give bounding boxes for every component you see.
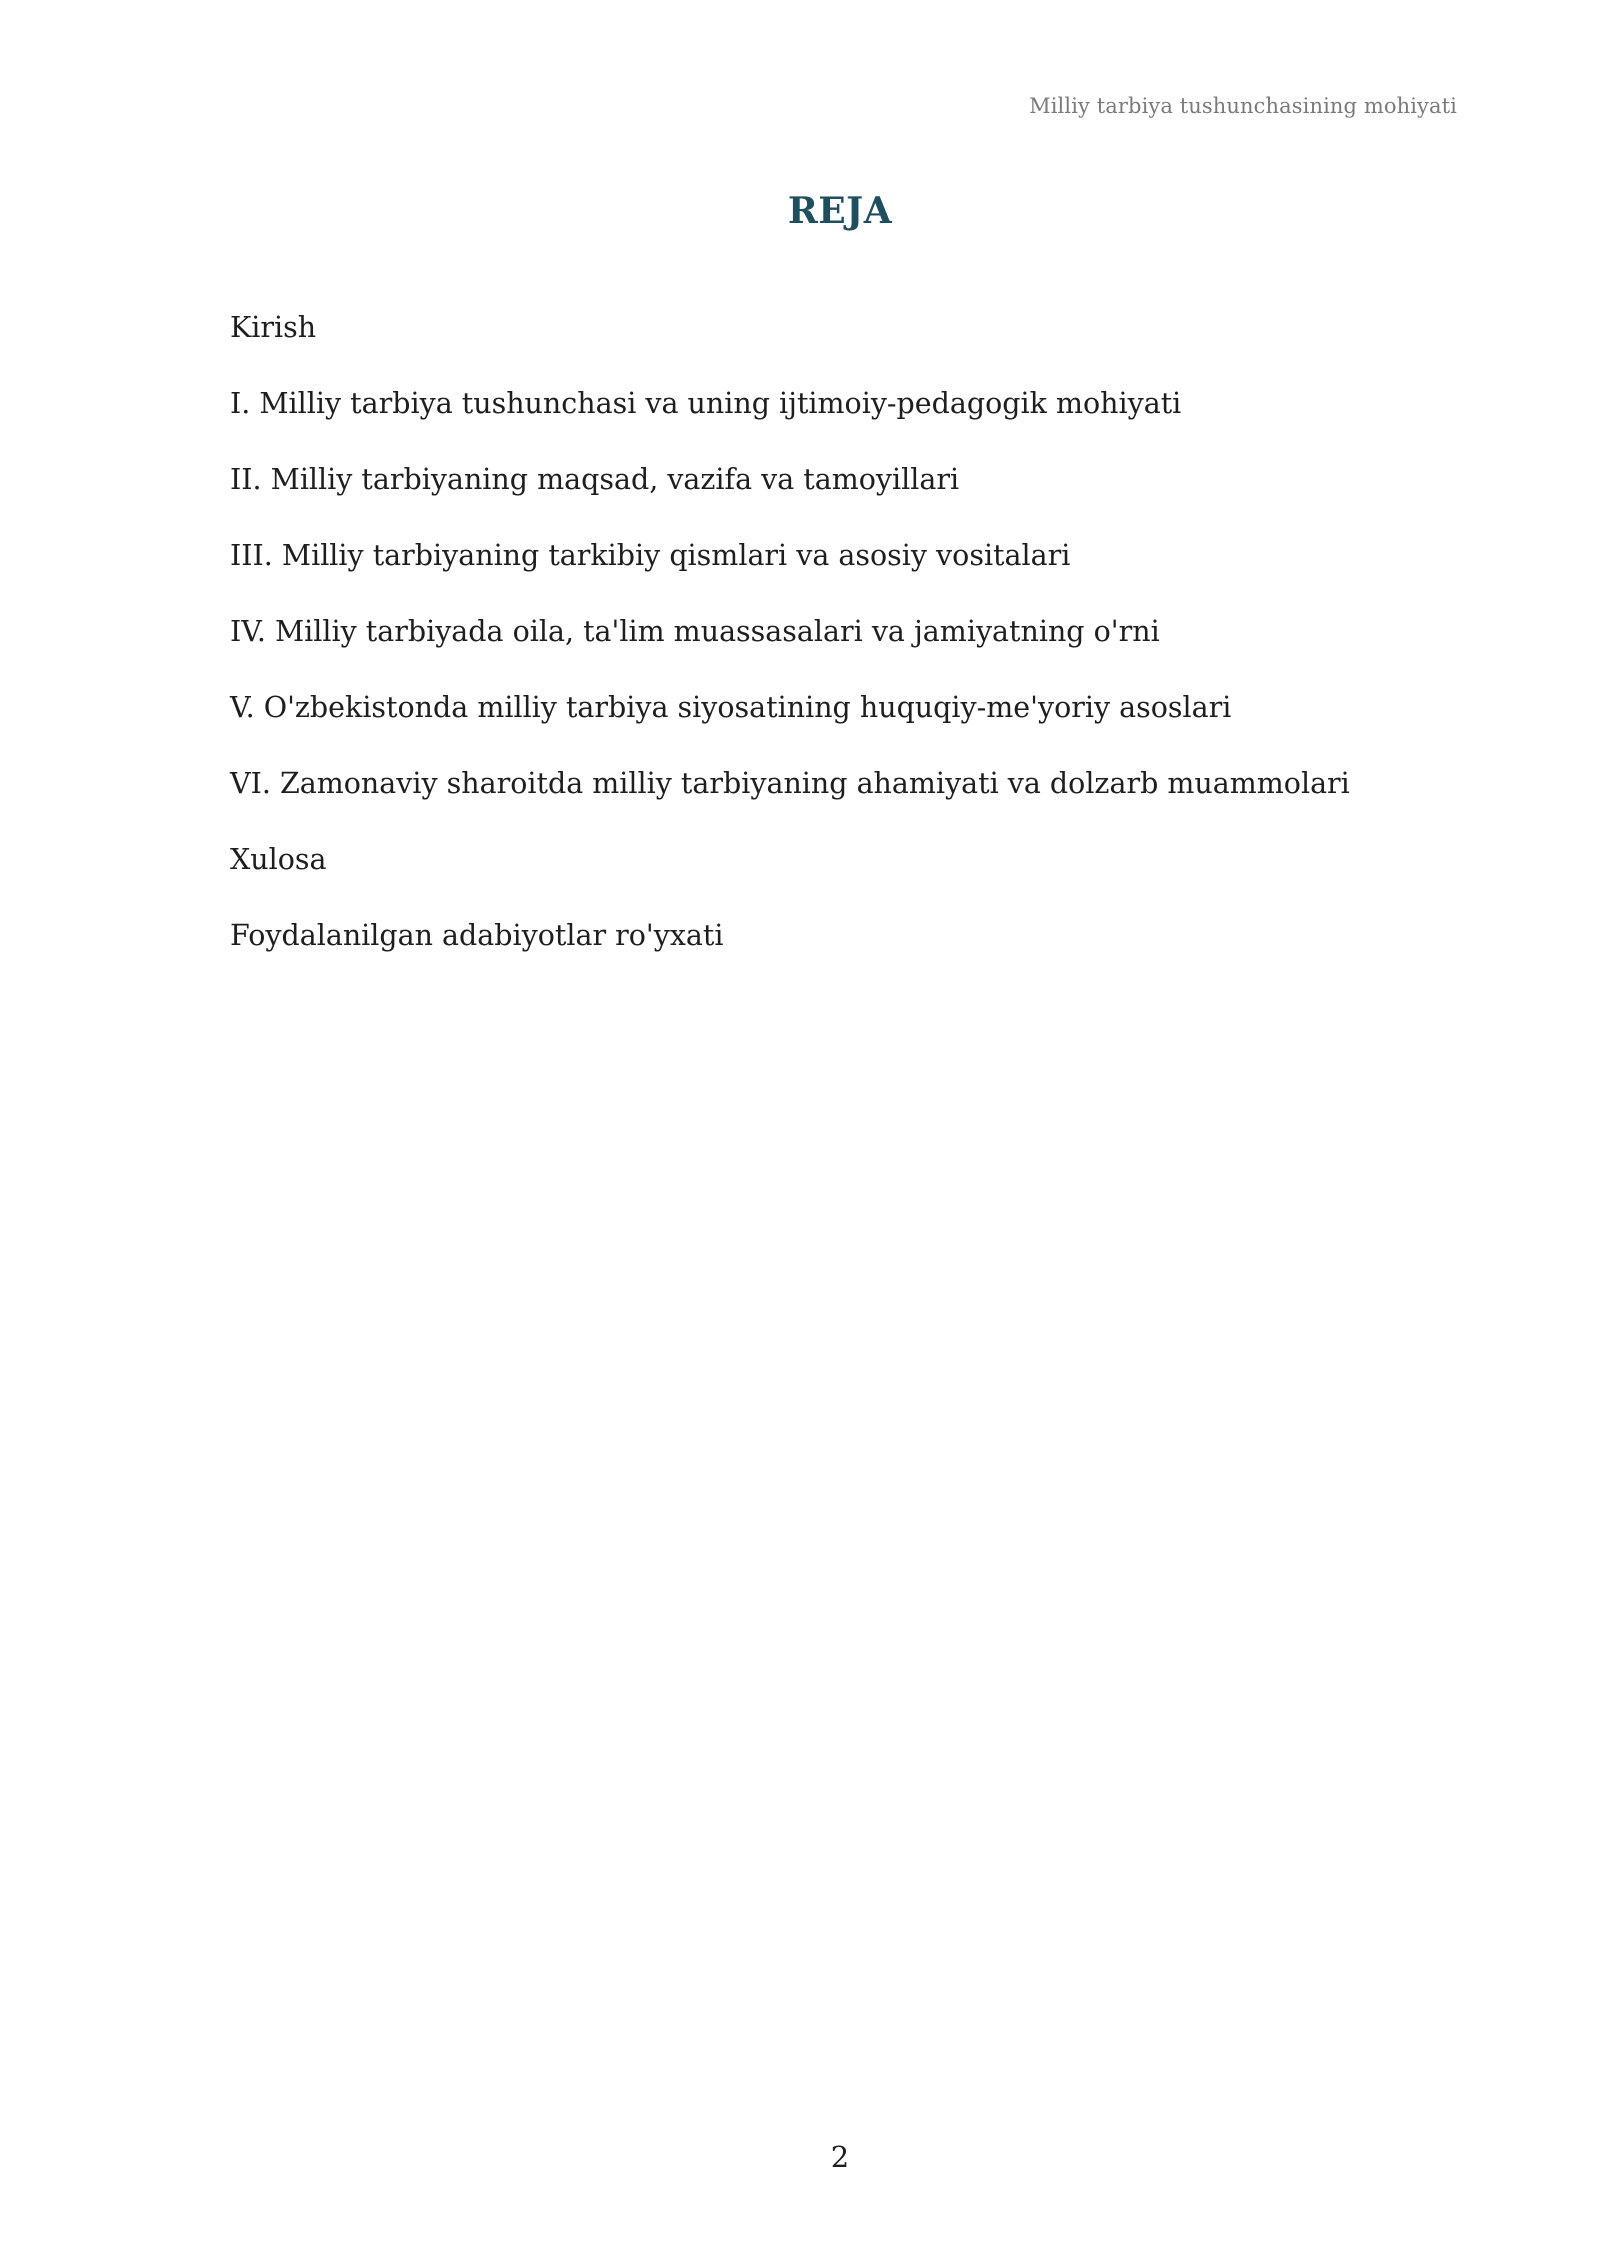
plan-item-conclusion: Xulosa bbox=[230, 843, 327, 876]
plan-item-chapter-2: II. Milliy tarbiyaning maqsad, vazifa va tamoyillari bbox=[230, 463, 960, 496]
page-title: REJA bbox=[787, 190, 893, 232]
plan-list bbox=[230, 290, 1350, 974]
plan-item-chapter-3: III. Milliy tarbiyaning tarkibiy qismlari va asosiy vositalari bbox=[230, 539, 1071, 572]
plan-item-chapter-4: IV. Milliy tarbiyada oila, ta'lim muassasalari va jamiyatning o'rni bbox=[230, 615, 1160, 648]
plan-item-chapter-5: V. O'zbekistonda milliy tarbiya siyosatining huquqiy-me'yoriy asoslari bbox=[230, 691, 1232, 724]
running-header: Milliy tarbiya tushunchasining mohiyati bbox=[1029, 94, 1457, 118]
plan-item-chapter-1: I. Milliy tarbiya tushunchasi va uning ijtimoiy-pedagogik mohiyati bbox=[230, 387, 1182, 420]
plan-item-introduction: Kirish bbox=[230, 311, 317, 344]
page-number: 2 bbox=[830, 2140, 850, 2174]
plan-item-references: Foydalanilgan adabiyotlar ro'yxati bbox=[230, 919, 724, 952]
plan-item-chapter-6: VI. Zamonaviy sharoitda milliy tarbiyaning ahamiyati va dolzarb muammolari bbox=[230, 767, 1350, 800]
